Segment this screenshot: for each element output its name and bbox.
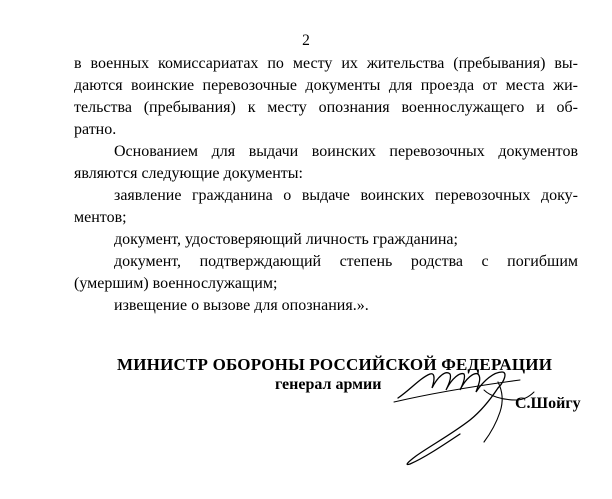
body-line: даются воинские перевозочные документы для проезда от места жи- <box>74 77 578 94</box>
body-line: документ, удостоверяющий личность гражданина; <box>114 231 458 248</box>
body-line: (умершим) военнослужащим; <box>74 275 278 292</box>
signatory-name: С.Шойгу <box>515 395 581 412</box>
body-line: ментов; <box>74 209 127 226</box>
body-line: являются следующие документы: <box>74 165 303 182</box>
signatory-title: МИНИСТР ОБОРОНЫ РОССИЙСКОЙ ФЕДЕРАЦИИ <box>117 355 553 374</box>
document-body <box>74 53 578 317</box>
handwritten-signature <box>390 360 540 470</box>
page-number: 2 <box>302 32 310 49</box>
body-line: Основанием для выдачи воинских перевозочных документов <box>114 143 578 160</box>
body-line: извещение о вызове для опознания.». <box>114 297 369 314</box>
signatory-rank: генерал армии <box>275 376 382 393</box>
body-line: заявление гражданина о выдаче воинских перевозочных доку- <box>114 187 578 204</box>
body-line: тельства (пребывания) к месту опознания военнослужащего и об- <box>74 99 578 116</box>
body-line: документ, подтверждающий степень родства с погибшим <box>114 253 578 270</box>
body-line: в военных комиссариатах по месту их жительства (пребывания) вы- <box>74 55 578 72</box>
body-line: ратно. <box>74 121 117 138</box>
